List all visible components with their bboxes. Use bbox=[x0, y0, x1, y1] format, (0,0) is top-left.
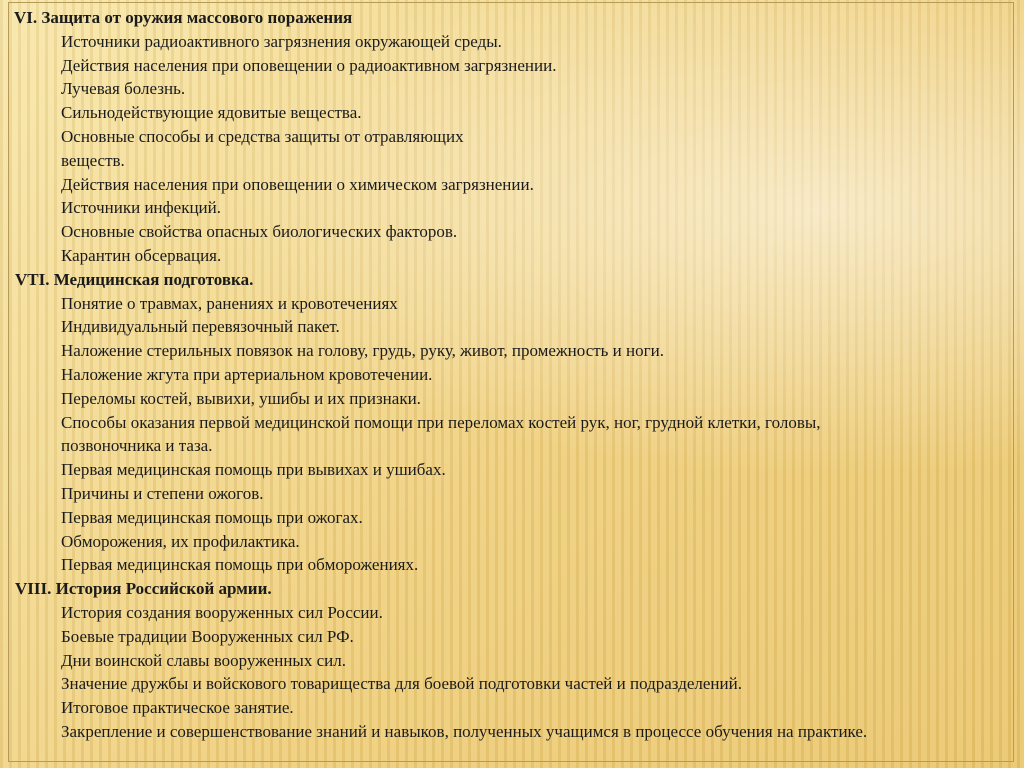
topic-line: Понятие о травмах, ранениях и кровотечениях bbox=[61, 293, 398, 313]
topic-line: Первая медицинская помощь при ожогах. bbox=[61, 507, 363, 527]
topic-line: Действия населения при оповещении о химическом загрязнении. bbox=[61, 174, 534, 194]
topic-line: веществ. bbox=[61, 150, 125, 170]
topic-line: Дни воинской славы вооруженных сил. bbox=[61, 650, 346, 670]
topic-line: Способы оказания первой медицинской помощи при переломах костей рук, ног, грудной клетки, головы, bbox=[61, 412, 821, 432]
topic-line: Действия населения при оповещении о радиоактивном загрязнении. bbox=[61, 55, 557, 75]
topic-line: Первая медицинская помощь при вывихах и ушибах. bbox=[61, 460, 446, 480]
topic-line: Основные свойства опасных биологических факторов. bbox=[61, 222, 458, 242]
section-heading: VTI. Медицинская подготовка. bbox=[15, 269, 254, 289]
topic-line: Наложение стерильных повязок на голову, грудь, руку, живот, промежность и ноги. bbox=[61, 341, 664, 361]
slide-content bbox=[14, 6, 1014, 744]
topic-line: позвоночника и таза. bbox=[61, 436, 213, 456]
topic-line: Карантин обсервация. bbox=[61, 245, 222, 265]
topic-line: Индивидуальный перевязочный пакет. bbox=[61, 317, 340, 337]
topic-line: Первая медицинская помощь при обморожениях. bbox=[61, 555, 419, 575]
topic-line: Закрепление и совершенствование знаний и навыков, полученных учащимся в процессе обучения на практике. bbox=[61, 721, 868, 741]
topic-line: Переломы костей, вывихи, ушибы и их признаки. bbox=[61, 388, 421, 408]
topic-line: История создания вооруженных сил России. bbox=[61, 602, 383, 622]
topic-line: Сильнодействующие ядовитые вещества. bbox=[61, 103, 362, 123]
topic-line: Боевые традиции Вооруженных сил РФ. bbox=[61, 626, 354, 646]
topic-line: Значение дружбы и войскового товарищества для боевой подготовки частей и подразделений. bbox=[61, 674, 742, 694]
topic-line: Источники радиоактивного загрязнения окружающей среды. bbox=[61, 31, 502, 51]
topic-line: Причины и степени ожогов. bbox=[61, 483, 264, 503]
topic-line: Лучевая болезнь. bbox=[61, 79, 186, 99]
topic-line: Основные способы и средства защиты от отравляющих bbox=[61, 126, 464, 146]
section-heading: VI. Защита от оружия массового поражения bbox=[14, 8, 353, 27]
topic-line: Наложение жгута при артериальном кровотечении. bbox=[61, 364, 433, 384]
section-heading: VIII. История Российской армии. bbox=[15, 579, 272, 599]
topic-line: Обморожения, их профилактика. bbox=[61, 531, 300, 551]
topic-line: Источники инфекций. bbox=[61, 198, 221, 218]
topic-line: Итоговое практическое занятие. bbox=[61, 698, 294, 718]
